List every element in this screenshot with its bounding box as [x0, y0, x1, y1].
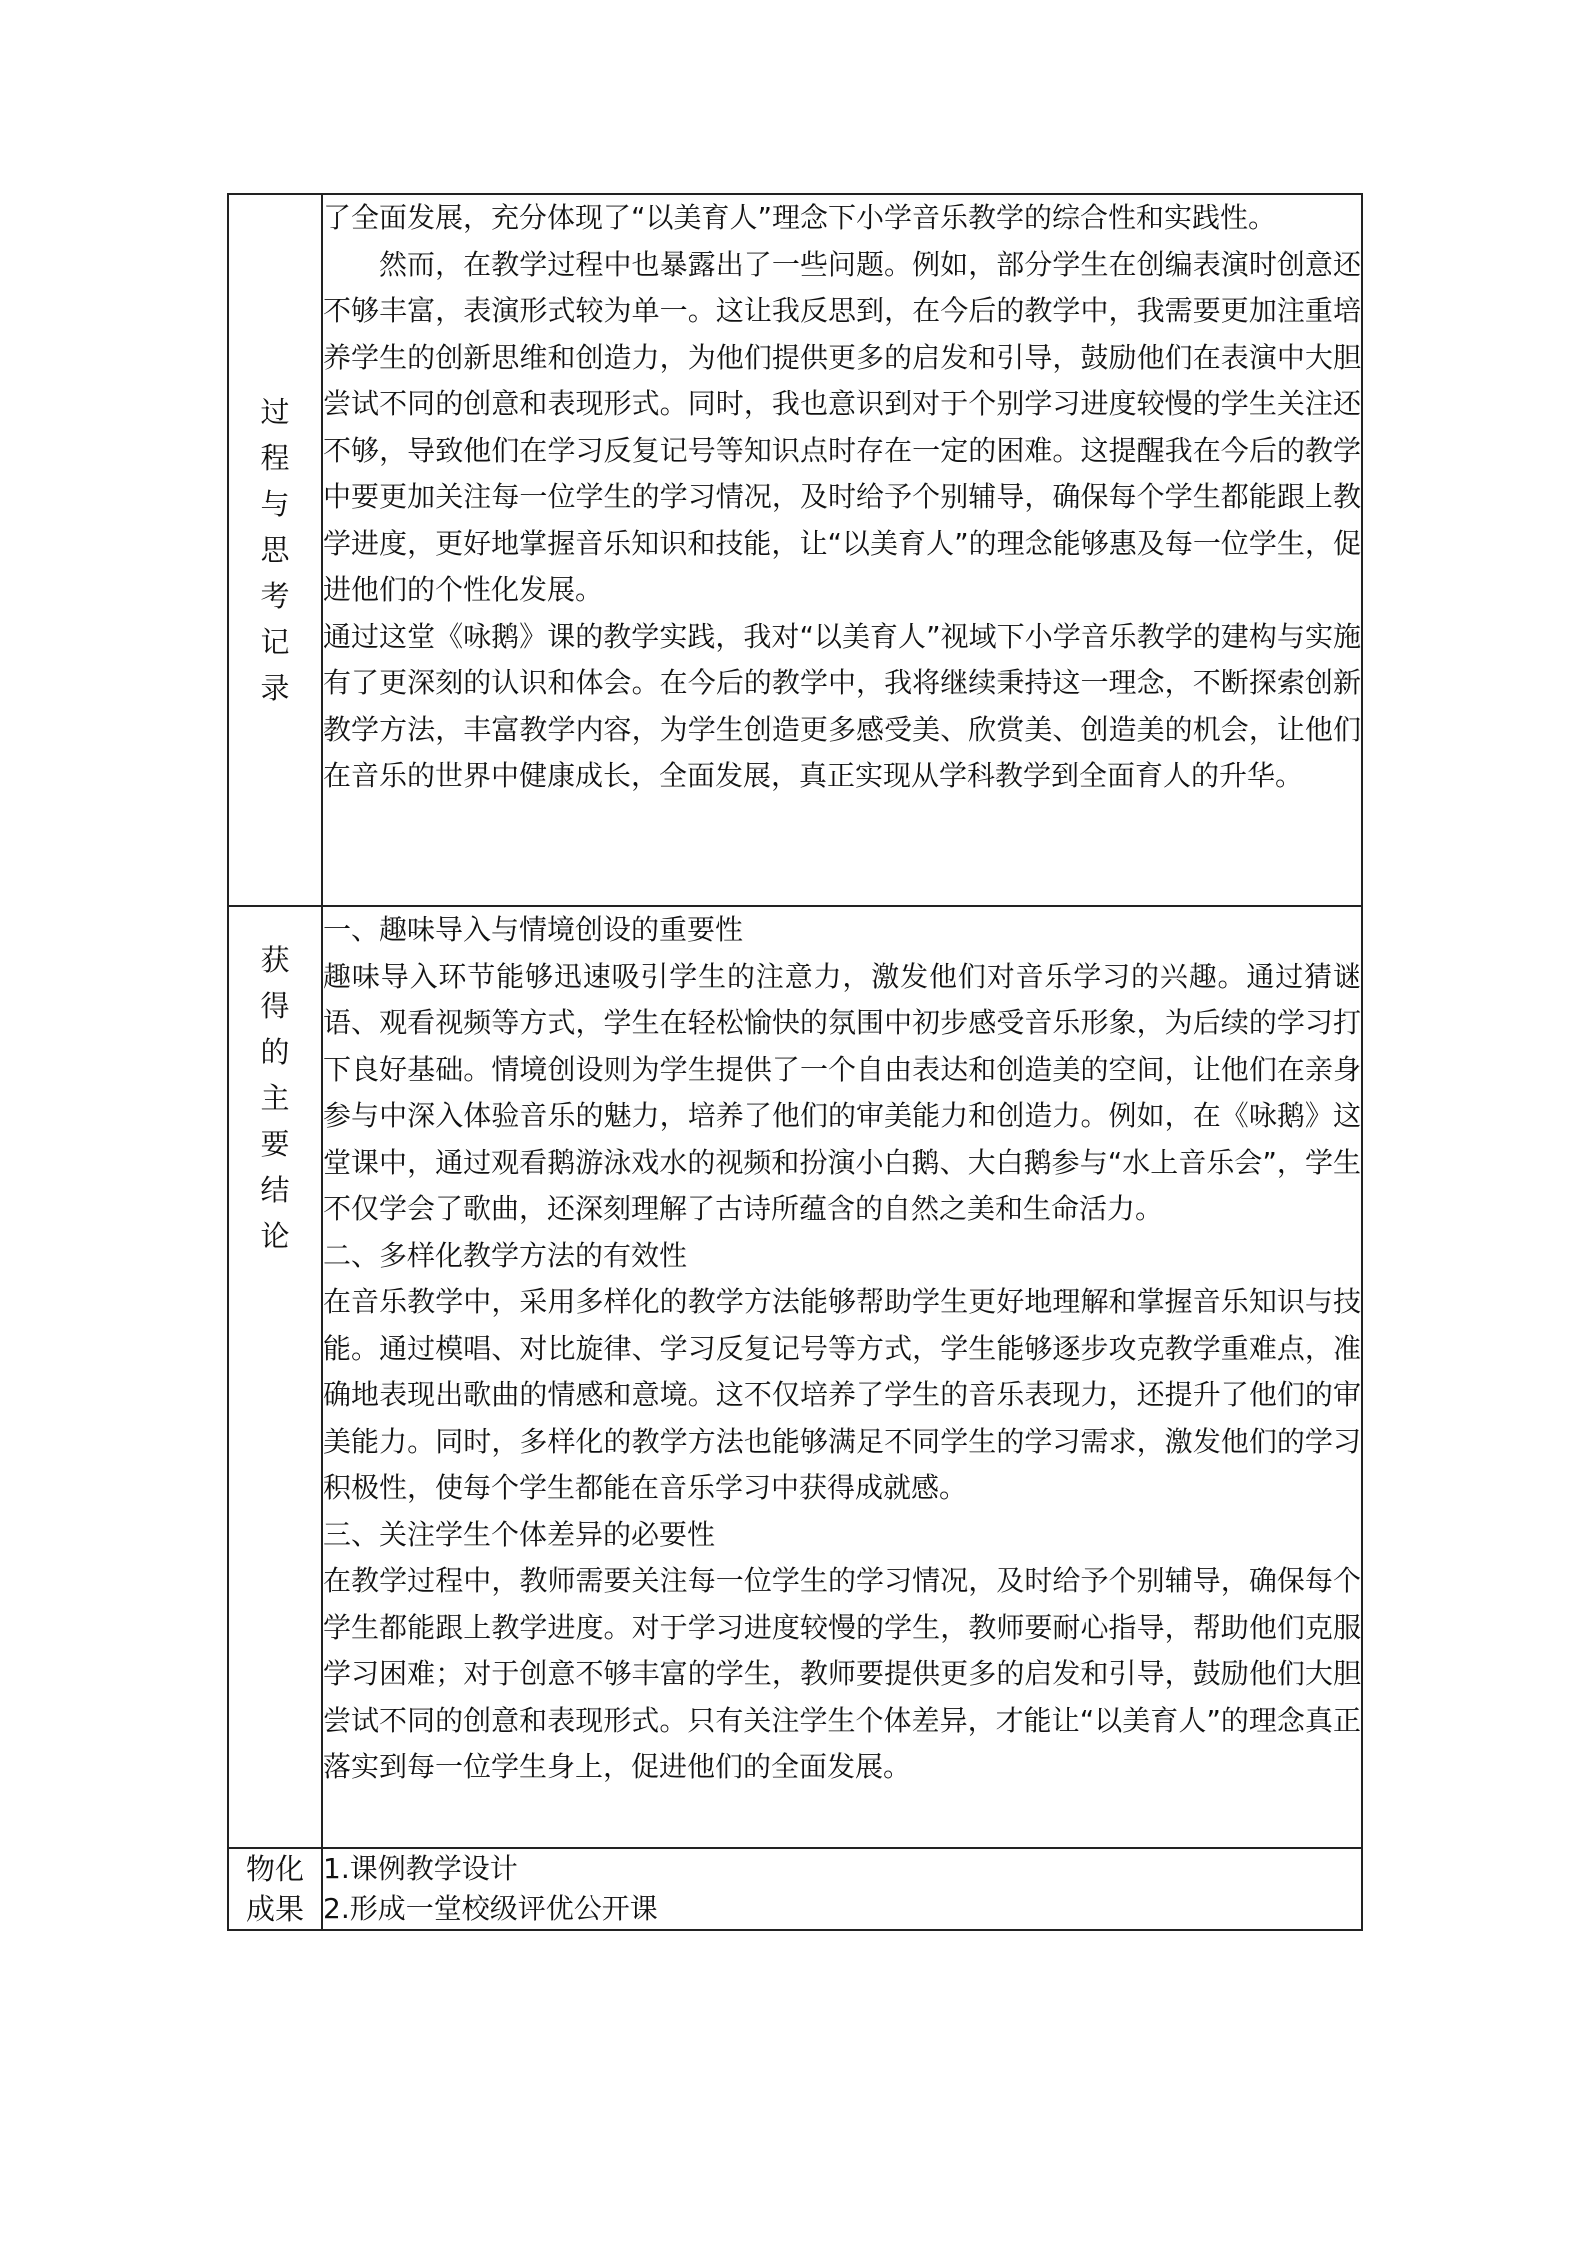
tangible-results-row	[228, 1848, 1362, 1930]
paragraph: 在教学过程中，教师需要关注每一位学生的学习情况，及时给予个别辅导，确保每个学生都能跟上教学进度。对于学习进度较慢的学生，教师要耐心指导，帮助他们克服学习困难；对于创意不够丰富的学生，教师要提供更多的启发和引导，鼓励他们大胆尝试不同的创意和表现形式。只有关注学生个体差异，才能让“以美育人”的理念真正落实到每一位学生身上，促进他们的全面发展。	[323, 1564, 1361, 1783]
label-line: 成果	[245, 1892, 304, 1926]
tangible-results-label	[228, 1848, 322, 1930]
process-reflection-row	[228, 194, 1362, 906]
process-reflection-label	[228, 194, 322, 906]
label-line: 物化	[245, 1852, 304, 1886]
tangible-results-content	[322, 1848, 1362, 1930]
result-item: 1.课例教学设计	[323, 1852, 518, 1885]
label-char: 记	[260, 625, 290, 659]
label-char: 主	[260, 1081, 290, 1115]
label-char: 过	[260, 395, 290, 429]
label-char: 思	[260, 533, 290, 567]
label-char: 考	[260, 579, 290, 613]
label-char: 的	[260, 1035, 290, 1069]
paragraph: 了全面发展，充分体现了“以美育人”理念下小学音乐教学的综合性和实践性。	[323, 201, 1277, 234]
main-conclusions-content	[322, 906, 1362, 1848]
label-char: 得	[260, 989, 290, 1023]
section-heading: 二、多样化教学方法的有效性	[323, 1238, 688, 1272]
paragraph: 然而，在教学过程中也暴露出了一些问题。例如，部分学生在创编表演时创意还不够丰富，表演形式较为单一。这让我反思到，在今后的教学中，我需要更加注重培养学生的创新思维和创造力，为他们提供更多的启发和引导，鼓励他们在表演中大胆尝试不同的创意和表现形式。同时，我也意识到对于个别学习进度较慢的学生关注还不够，导致他们在学习反复记号等知识点时存在一定的困难。这提醒我在今后的教学中要更加关注每一位学生的学习情况，及时给予个别辅导，确保每个学生都能跟上教学进度，更好地掌握音乐知识和技能，让“以美育人”的理念能够惠及每一位学生，促进他们的个性化发展。	[323, 247, 1361, 606]
paragraph: 趣味导入环节能够迅速吸引学生的注意力，激发他们对音乐学习的兴趣。通过猜谜语、观看视频等方式，学生在轻松愉快的氛围中初步感受音乐形象，为后续的学习打下良好基础。情境创设则为学生提供了一个自由表达和创造美的空间，让他们在亲身参与中深入体验音乐的魅力，培养了他们的审美能力和创造力。例如，在《咏鹅》这堂课中，通过观看鹅游泳戏水的视频和扮演小白鹅、大白鹅参与“水上音乐会”，学生不仅学会了歌曲，还深刻理解了古诗所蕴含的自然之美和生命活力。	[323, 959, 1361, 1225]
label-char: 程	[260, 441, 290, 475]
paragraph: 通过这堂《咏鹅》课的教学实践，我对“以美育人”视域下小学音乐教学的建构与实施有了更深刻的认识和体会。在今后的教学中，我将继续秉持这一理念，不断探索创新教学方法，丰富教学内容，为学生创造更多感受美、欣赏美、创造美的机会，让他们在音乐的世界中健康成长，全面发展，真正实现从学科教学到全面育人的升华。	[323, 619, 1361, 792]
paragraph: 在音乐教学中，采用多样化的教学方法能够帮助学生更好地理解和掌握音乐知识与技能。通过模唱、对比旋律、学习反复记号等方式，学生能够逐步攻克教学重难点，准确地表现出歌曲的情感和意境。这不仅培养了学生的音乐表现力，还提升了他们的审美能力。同时，多样化的教学方法也能够满足不同学生的学习需求，激发他们的学习积极性，使每个学生都能在音乐学习中获得成就感。	[323, 1285, 1361, 1504]
result-item: 2.形成一堂校级评优公开课	[323, 1892, 658, 1925]
label-char: 录	[260, 671, 290, 705]
label-char: 获	[260, 943, 290, 977]
document-table	[227, 193, 1363, 1931]
main-conclusions-label	[228, 906, 322, 1848]
section-heading: 三、关注学生个体差异的必要性	[323, 1517, 716, 1551]
process-reflection-content	[322, 194, 1362, 906]
label-char: 与	[260, 487, 290, 521]
label-char: 要	[260, 1127, 290, 1161]
label-char: 结	[260, 1173, 290, 1207]
section-heading: 一、趣味导入与情境创设的重要性	[323, 913, 744, 946]
label-char: 论	[260, 1219, 290, 1253]
main-conclusions-row	[228, 906, 1362, 1848]
